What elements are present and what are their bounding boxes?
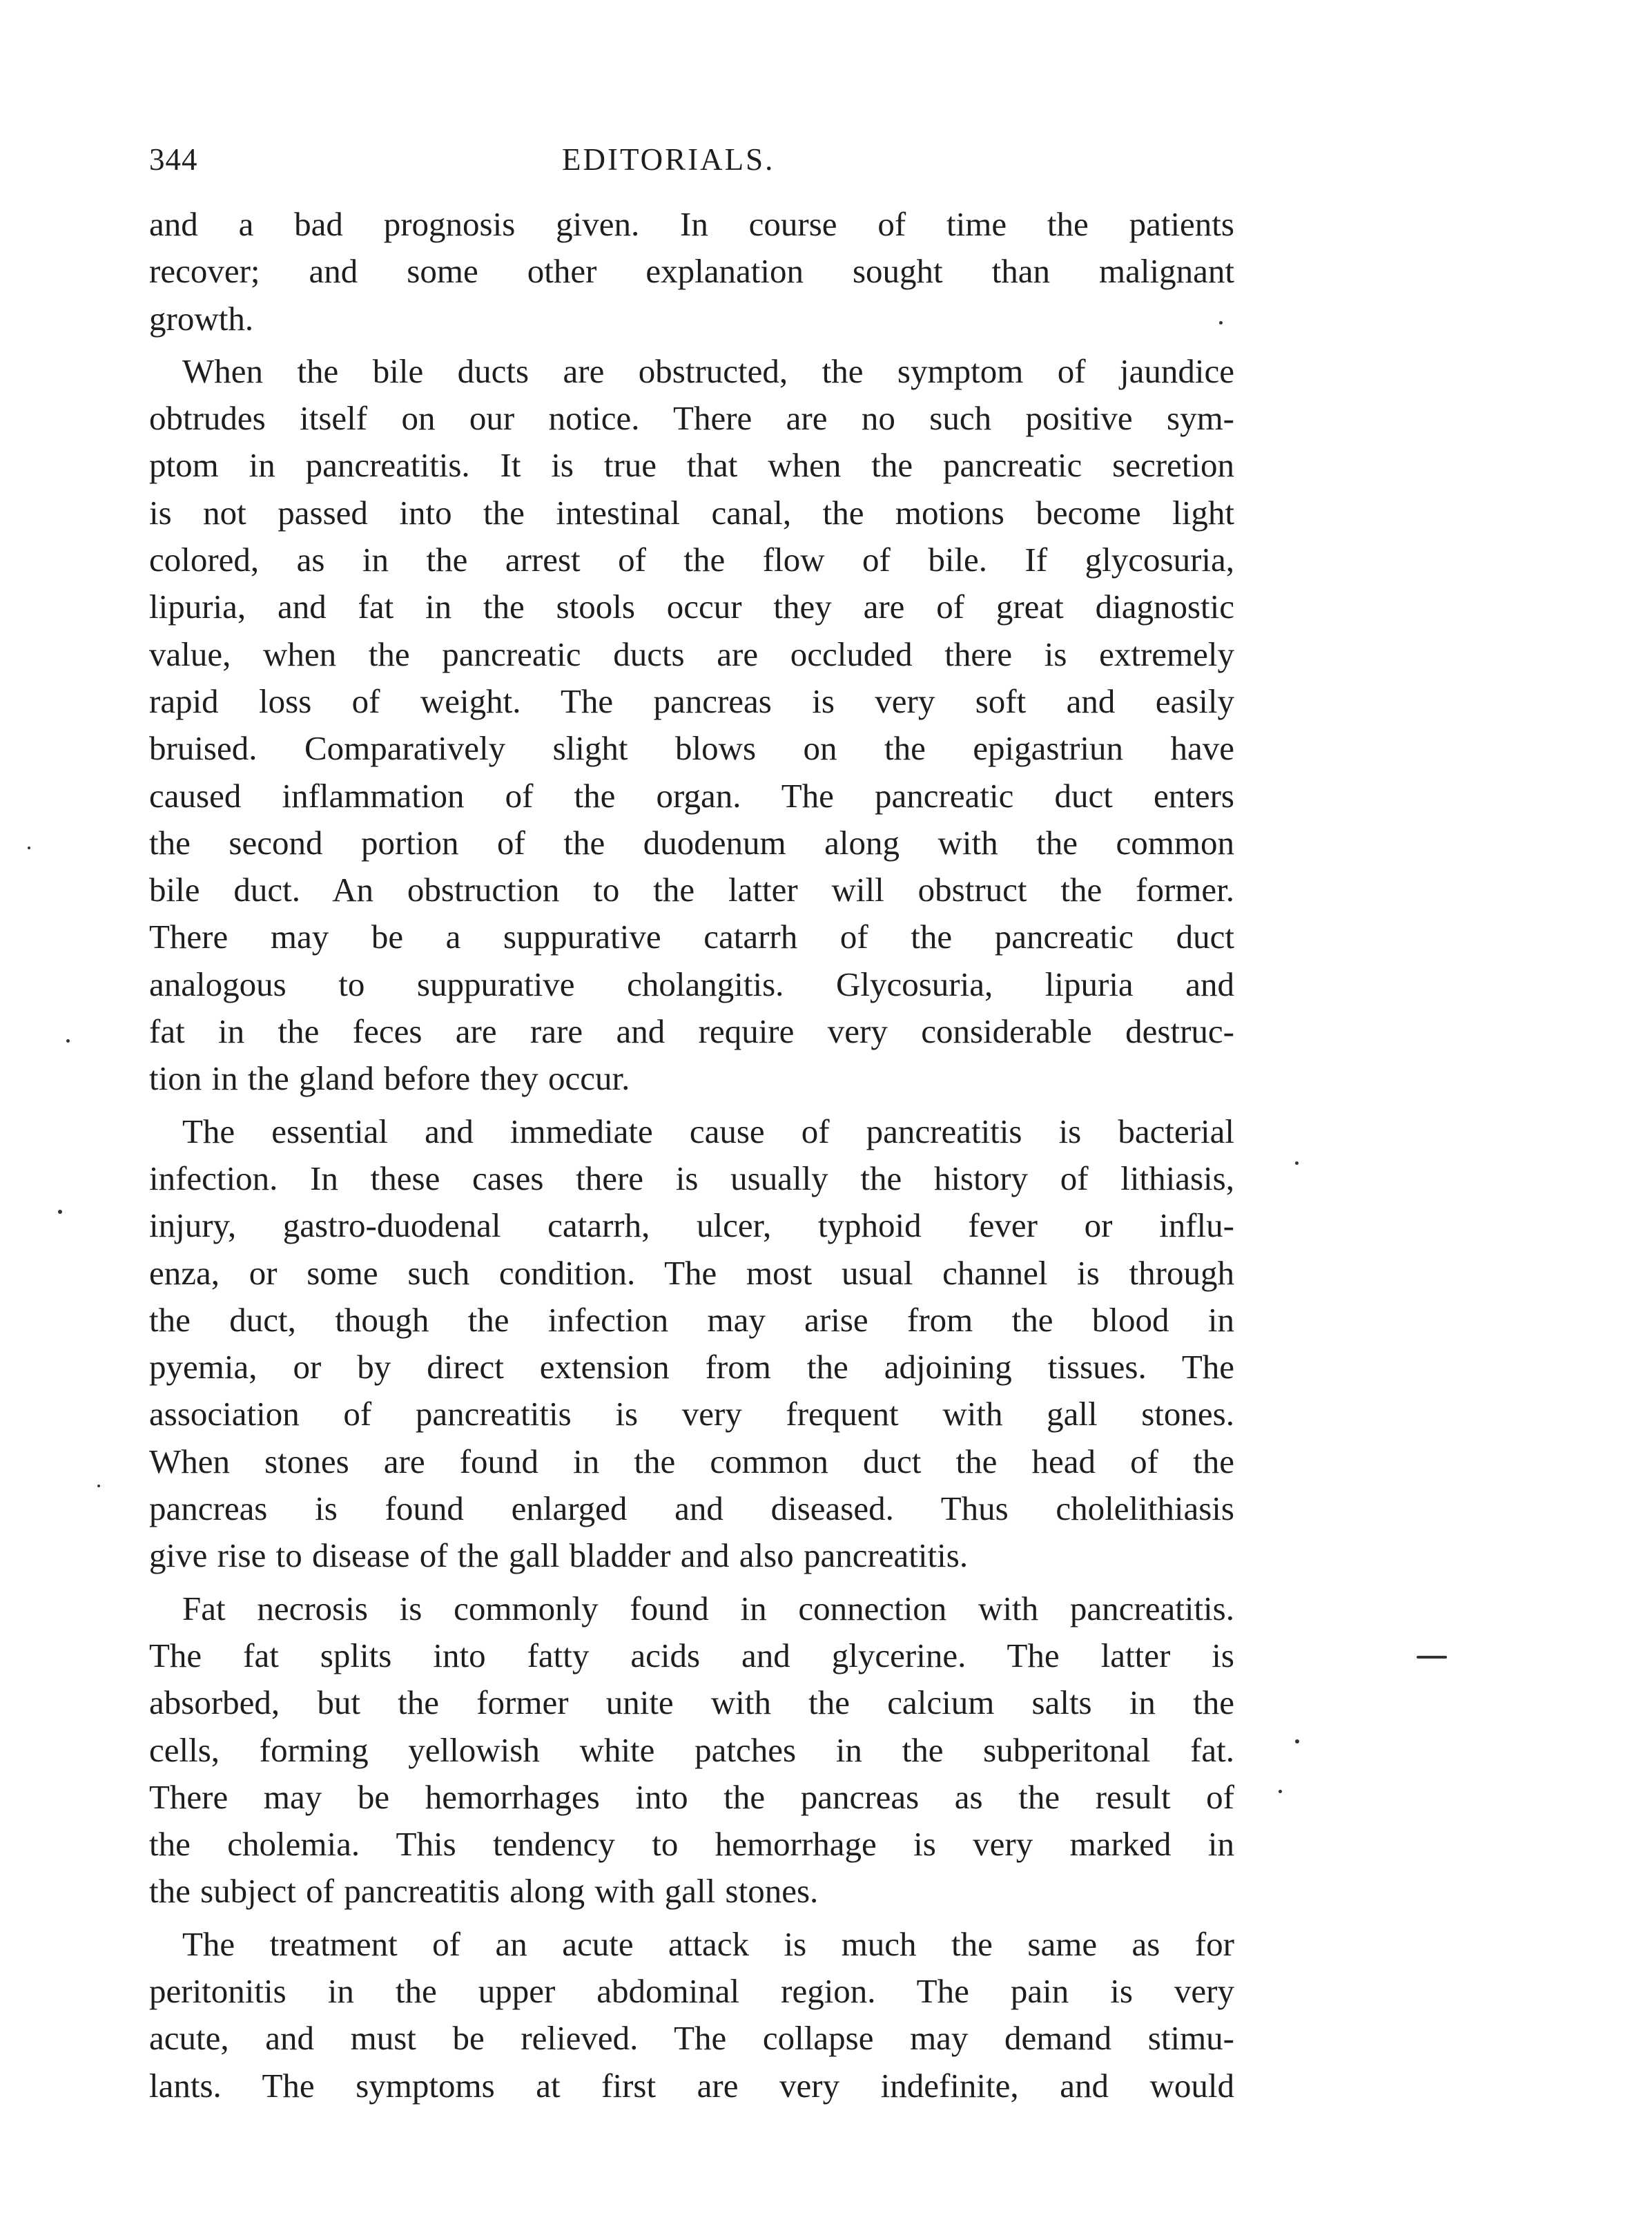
text-line: cells, forming yellowish white patches in the subperitonal fat. (149, 1730, 1234, 1769)
running-head (149, 142, 1234, 183)
text-line: the duct, though the infection may arise from the blood in (149, 1300, 1234, 1339)
text-line: pancreas is found enlarged and diseased. Thus cholelithiasis (149, 1489, 1234, 1528)
text-line: the subject of pancreatitis along with gall stones. (149, 1872, 819, 1911)
text-line: rapid loss of weight. The pancreas is very soft and easily (149, 682, 1234, 720)
margin-speck (58, 1210, 62, 1214)
text-line: enza, or some such condition. The most usual channel is through (149, 1253, 1234, 1292)
text-line: fat in the feces are rare and require very considerable destruc- (149, 1012, 1234, 1051)
margin-dash (1417, 1656, 1447, 1659)
text-line: association of pancreatitis is very frequent with gall stones. (149, 1395, 1234, 1433)
text-line: obtrudes itself on our notice. There are no such positive sym- (149, 399, 1234, 438)
page-number: 344 (149, 142, 198, 177)
text-line: acute, and must be relieved. The collapse may demand stimu- (149, 2019, 1234, 2058)
section-title: EDITORIALS. (562, 142, 775, 177)
text-line: There may be a suppurative catarrh of the pancreatic duct (149, 918, 1234, 956)
text-line: lipuria, and fat in the stools occur they are of great diagnostic (149, 588, 1234, 626)
text-line: infection. In these cases there is usually the history of lithiasis, (149, 1159, 1234, 1197)
margin-speck (66, 1039, 70, 1043)
text-line: analogous to suppurative cholangitis. Glycosuria, lipuria and (149, 965, 1234, 1003)
text-line: When the bile ducts are obstructed, the symptom of jaundice (182, 351, 1234, 390)
text-line: caused inflammation of the organ. The pancreatic duct enters (149, 776, 1234, 815)
margin-speck (1295, 1739, 1299, 1743)
paragraph (149, 201, 1234, 342)
margin-speck (1295, 1161, 1299, 1165)
body-text (149, 201, 1234, 2109)
margin-speck (97, 1485, 100, 1487)
text-line: value, when the pancreatic ducts are occluded there is extremely (149, 635, 1234, 673)
text-line: There may be hemorrhages into the pancreas as the result of (149, 1777, 1234, 1816)
text-line: injury, gastro-duodenal catarrh, ulcer, typhoid fever or influ- (149, 1206, 1234, 1245)
text-line: the second portion of the duodenum along with the common (149, 823, 1234, 862)
text-line: and a bad prognosis given. In course of time the patients (149, 205, 1234, 243)
text-line: growth. (149, 299, 254, 338)
paragraph (149, 1108, 1234, 1580)
document-page (149, 142, 1234, 2115)
text-line: bruised. Comparatively slight blows on the epigastriun have (149, 729, 1234, 768)
text-line: absorbed, but the former unite with the calcium salts in the (149, 1683, 1234, 1722)
text-line: colored, as in the arrest of the flow of bile. If glycosuria, (149, 541, 1234, 579)
text-line: The essential and immediate cause of pancreatitis is bacterial (182, 1112, 1234, 1150)
text-line: Fat necrosis is commonly found in connection with pancreatitis. (182, 1589, 1234, 1627)
paragraph (149, 348, 1234, 1103)
margin-speck (28, 847, 30, 849)
text-line: The fat splits into fatty acids and glycerine. The latter is (149, 1636, 1234, 1674)
text-line: peritonitis in the upper abdominal region. The pain is very (149, 1971, 1234, 2010)
paragraph (149, 1585, 1234, 1915)
margin-speck (1279, 1790, 1282, 1793)
text-line: tion in the gland before they occur. (149, 1059, 630, 1098)
text-line: ptom in pancreatitis. It is true that when the pancreatic secretion (149, 446, 1234, 485)
text-line: is not passed into the intestinal canal, the motions become light (149, 493, 1234, 532)
text-line: give rise to disease of the gall bladder and also pancreatitis. (149, 1536, 969, 1575)
text-line: pyemia, or by direct extension from the adjoining tissues. The (149, 1348, 1234, 1387)
text-line: lants. The symptoms at first are very indefinite, and would (149, 2066, 1234, 2105)
text-line: recover; and some other explanation sought than malignant (149, 252, 1234, 291)
paragraph (149, 1921, 1234, 2109)
text-line: The treatment of an acute attack is much the same as for (182, 1924, 1234, 1963)
margin-speck (1219, 321, 1223, 325)
text-line: When stones are found in the common duct the head of the (149, 1442, 1234, 1480)
text-line: the cholemia. This tendency to hemorrhage is very marked in (149, 1825, 1234, 1864)
text-line: bile duct. An obstruction to the latter will obstruct the former. (149, 871, 1234, 909)
